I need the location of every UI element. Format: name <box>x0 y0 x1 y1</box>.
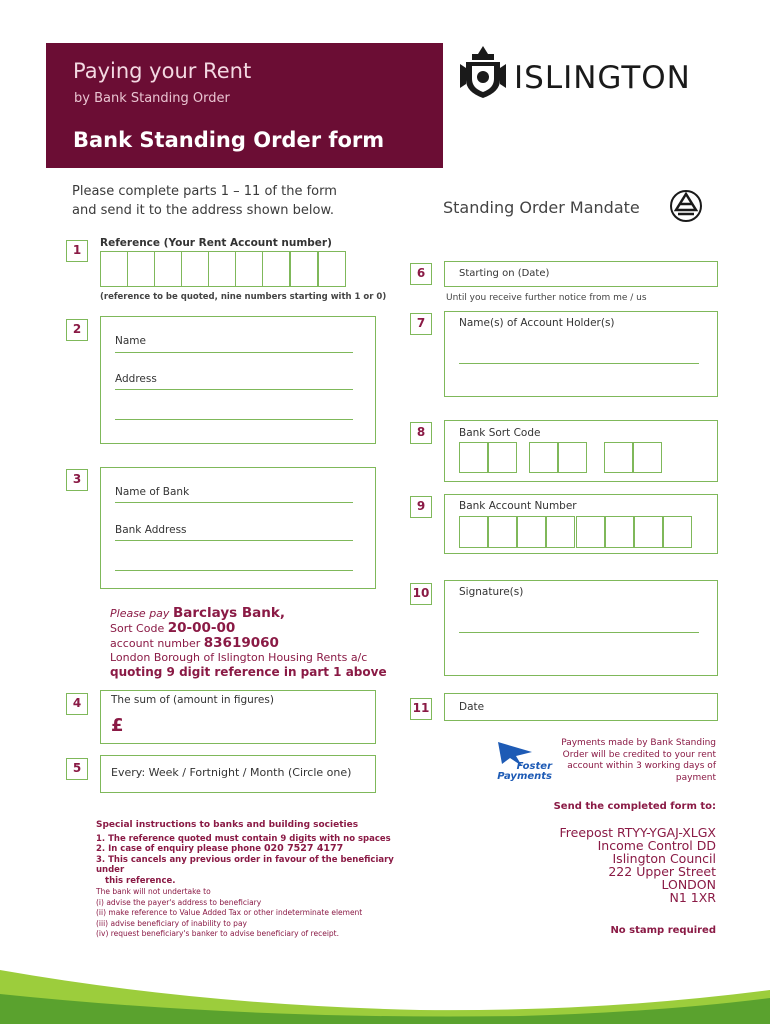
signature-field[interactable] <box>459 632 699 633</box>
special-item-2: 2. In case of enquiry please phone <box>96 844 261 854</box>
address-field-line-1[interactable] <box>115 389 353 390</box>
payments-note: Payments made by Bank Standing Order will be credited to your rent account within 3 working days of payment <box>561 738 716 783</box>
special-item-3b: this reference. <box>105 875 176 886</box>
account-digit-cell-3[interactable] <box>517 516 546 548</box>
undertake-i: (i) advise the payer's address to beneficiary <box>96 897 262 907</box>
special-item-1: 1. The reference quoted must contain 9 digits with no spaces <box>96 833 391 844</box>
reference-digit-cell-6[interactable] <box>235 251 263 287</box>
mandate-title: Standing Order Mandate <box>443 198 640 217</box>
section-number-8: 8 <box>410 422 432 444</box>
section-number-2: 2 <box>66 319 88 341</box>
account-digit-cell-2[interactable] <box>488 516 517 548</box>
reference-digit-cell-8[interactable] <box>290 251 318 287</box>
payee-bank: Barclays Bank, <box>172 605 285 621</box>
form-title: Bank Standing Order form <box>73 128 385 152</box>
logo-text: ISLINGTON <box>514 60 691 96</box>
account-number-field-label: Bank Account Number <box>459 500 577 512</box>
intro-line-1: Please complete parts 1 – 11 of the form <box>72 184 337 199</box>
reference-digit-cell-4[interactable] <box>181 251 209 287</box>
reference-digit-cell-7[interactable] <box>262 251 290 287</box>
frequency-box[interactable] <box>100 755 376 793</box>
address-field-line-2[interactable] <box>115 419 353 420</box>
address-line-2: Income Control DD <box>597 838 716 853</box>
account-digit-cell-8[interactable] <box>663 516 692 548</box>
start-date-label: Starting on (Date) <box>459 268 550 279</box>
bank-name-label: Name of Bank <box>115 486 190 498</box>
signature-box <box>444 580 718 676</box>
no-stamp-note: No stamp required <box>610 925 716 936</box>
date-box[interactable] <box>444 693 718 721</box>
sort-code-field-label: Bank Sort Code <box>459 427 541 439</box>
reference-digit-cell-5[interactable] <box>208 251 236 287</box>
name-field[interactable] <box>115 352 353 353</box>
name-label: Name <box>115 335 146 347</box>
crest-icon <box>458 44 508 102</box>
account-digit-cell-7[interactable] <box>634 516 663 548</box>
account-holder-box <box>444 311 718 397</box>
footer-swoosh <box>0 950 770 1024</box>
sort-code-digit-cell-6[interactable] <box>633 442 662 473</box>
sort-code-digit-cell-3[interactable] <box>529 442 558 473</box>
intro-text <box>72 182 337 220</box>
account-digit-cell-1[interactable] <box>459 516 488 548</box>
special-heading: Special instructions to banks and building societies <box>96 820 359 830</box>
undertake-ii: (ii) make reference to Value Added Tax or other indeterminate element <box>96 908 363 917</box>
foster-payments-logo <box>494 740 554 780</box>
undertake-text: The bank will not undertake to <box>96 887 211 896</box>
sort-code-digit-cell-5[interactable] <box>604 442 633 473</box>
please-pay-text: Please pay <box>110 607 170 620</box>
payee-account-name: London Borough of Islington Housing Rents a/c <box>110 651 368 664</box>
payee-info <box>110 606 387 679</box>
intro-line-2: and send it to the address shown below. <box>72 203 335 218</box>
account-number-label: account number <box>110 637 201 650</box>
account-digit-cell-5[interactable] <box>576 516 605 548</box>
reference-label: Reference (Your Rent Account number) <box>100 237 332 249</box>
section-number-7: 7 <box>410 313 432 335</box>
account-holder-label: Name(s) of Account Holder(s) <box>459 317 615 329</box>
page-subtitle: by Bank Standing Order <box>74 91 230 106</box>
address-line-6: N1 1XR <box>669 890 716 905</box>
undertake-iii: (iii) advise beneficiary of inability to pay <box>96 918 247 928</box>
section-number-4: 4 <box>66 693 88 715</box>
address-label: Address <box>115 373 157 385</box>
bank-address-label: Bank Address <box>115 524 187 536</box>
address-line-4: 222 Upper Street <box>608 864 716 879</box>
payee-quote: quoting 9 digit reference in part 1 above <box>110 665 387 679</box>
page-title: Paying your Rent <box>73 59 252 83</box>
section-number-11: 11 <box>410 698 432 720</box>
payee-sort-code: 20-00-00 <box>167 620 236 636</box>
section-3-box <box>100 467 376 589</box>
header-banner <box>46 43 443 168</box>
section-number-3: 3 <box>66 469 88 491</box>
bank-address-line-1[interactable] <box>115 540 353 541</box>
section-number-5: 5 <box>66 758 88 780</box>
section-number-9: 9 <box>410 496 432 518</box>
bank-address-line-2[interactable] <box>115 570 353 571</box>
account-digit-cell-4[interactable] <box>546 516 575 548</box>
signature-label: Signature(s) <box>459 586 524 598</box>
reference-digit-cell-9[interactable] <box>318 251 346 287</box>
section-number-1: 1 <box>66 240 88 262</box>
foster-line-2: Payments <box>497 771 552 782</box>
amount-box[interactable] <box>100 690 376 744</box>
section-number-6: 6 <box>410 263 432 285</box>
start-date-note: Until you receive further notice from me / us <box>446 293 647 303</box>
address-line-1: Freepost RTYY-YGAJ-XLGX <box>559 825 716 840</box>
address-line-5: LONDON <box>661 877 716 892</box>
special-instructions <box>96 820 416 940</box>
special-item-3a: 3. This cancels any previous order in favour of the beneficiary under <box>96 854 394 875</box>
sort-code-digit-cell-2[interactable] <box>488 442 517 473</box>
sort-code-digit-cell-4[interactable] <box>558 442 587 473</box>
islington-logo <box>458 44 728 104</box>
amount-label: The sum of (amount in figures) <box>111 694 274 706</box>
foster-line-1: Foster <box>516 761 552 772</box>
return-address <box>559 826 716 904</box>
reference-digit-cell-2[interactable] <box>127 251 155 287</box>
reference-note: (reference to be quoted, nine numbers starting with 1 or 0) <box>100 292 387 302</box>
payee-account-number: 83619060 <box>203 635 279 651</box>
account-holder-field[interactable] <box>459 363 699 364</box>
enquiry-phone: 020 7527 4177 <box>263 843 344 854</box>
account-digit-cell-6[interactable] <box>605 516 634 548</box>
currency-symbol: £ <box>111 715 124 736</box>
start-date-box[interactable] <box>444 261 718 287</box>
sort-code-label: Sort Code <box>110 622 165 635</box>
sort-code-digit-cell-1[interactable] <box>459 442 488 473</box>
send-to-heading: Send the completed form to: <box>553 801 716 812</box>
bank-name-field[interactable] <box>115 502 353 503</box>
direct-debit-icon <box>668 188 704 224</box>
frequency-label: Every: Week / Fortnight / Month (Circle one) <box>111 766 352 779</box>
foster-text <box>494 762 552 782</box>
date-label: Date <box>459 701 485 713</box>
reference-digit-cell-3[interactable] <box>154 251 182 287</box>
section-number-10: 10 <box>410 583 432 605</box>
reference-digit-cell-1[interactable] <box>100 251 128 287</box>
section-2-box <box>100 316 376 444</box>
undertake-iv: (iv) request beneficiary's banker to advise beneficiary of receipt. <box>96 929 339 938</box>
address-line-3: Islington Council <box>612 851 716 866</box>
